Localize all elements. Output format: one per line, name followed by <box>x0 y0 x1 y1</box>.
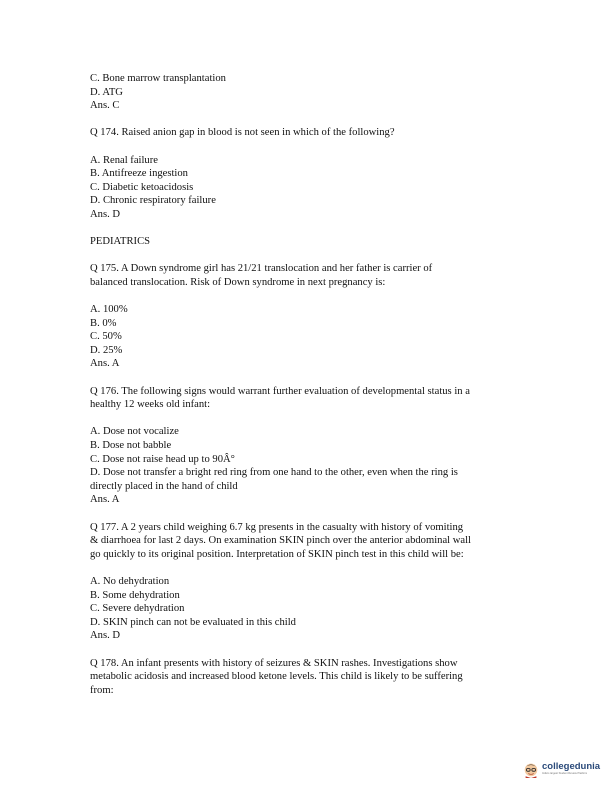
block-gap <box>90 371 530 385</box>
text-line: Q 174. Raised anion gap in blood is not seen in which of the following? <box>90 127 395 139</box>
text-line: Q 177. A 2 years child weighing 6.7 kg presents in the casualty with history of vomiting <box>90 521 464 533</box>
text-block <box>90 262 530 289</box>
text-line: Ans. A <box>90 358 120 370</box>
text-block <box>90 235 530 249</box>
text-line: A. No dehydration <box>90 575 170 587</box>
block-gap <box>90 290 530 304</box>
text-line: balanced translocation. Risk of Down syndrome in next pregnancy is: <box>90 276 386 288</box>
text-line: D. Dose not transfer a bright red ring from one hand to the other, even when the ring is <box>90 467 458 479</box>
text-line: PEDIATRICS <box>90 236 151 248</box>
text-block <box>90 303 530 371</box>
text-line: Q 178. An infant presents with history of seizures & SKIN rashes. Investigations show <box>90 657 458 669</box>
block-gap <box>90 561 530 575</box>
text-line: D. SKIN pinch can not be evaluated in this child <box>90 616 296 628</box>
text-block <box>90 126 530 140</box>
text-line: B. Some dehydration <box>90 589 180 601</box>
text-block <box>90 72 530 113</box>
text-line: B. Dose not babble <box>90 440 172 452</box>
logo-tagline: India's largest Student Review Platform <box>542 772 588 775</box>
block-gap <box>90 140 530 154</box>
logo-name: collegedunia <box>542 761 601 772</box>
text-line: Ans. C <box>90 100 120 112</box>
text-block <box>90 657 530 698</box>
text-block <box>90 154 530 222</box>
text-line: C. Diabetic ketoacidosis <box>90 181 194 193</box>
block-gap <box>90 222 530 236</box>
text-line: D. Chronic respiratory failure <box>90 195 216 207</box>
text-line: D. ATG <box>90 86 123 98</box>
text-line: C. Severe dehydration <box>90 603 185 615</box>
text-line: B. 0% <box>90 317 117 329</box>
block-gap <box>90 507 530 521</box>
text-line: Q 175. A Down syndrome girl has 21/21 translocation and her father is carrier of <box>90 263 433 275</box>
text-line: A. Dose not vocalize <box>90 426 179 438</box>
text-line: A. 100% <box>90 304 128 316</box>
text-line: directly placed in the hand of child <box>90 480 238 492</box>
text-line: Ans. A <box>90 494 120 506</box>
text-line: healthy 12 weeks old infant: <box>90 399 211 411</box>
text-line: go quickly to its original position. Interpretation of SKIN pinch test in this child will be: <box>90 548 464 560</box>
text-block <box>90 425 530 507</box>
text-line: C. 50% <box>90 331 122 343</box>
block-gap <box>90 113 530 127</box>
text-line: A. Renal failure <box>90 154 158 166</box>
student-mascot-icon <box>522 760 540 778</box>
text-block <box>90 385 530 412</box>
text-line: C. Dose not raise head up to 90Â° <box>90 453 235 465</box>
text-line: Ans. D <box>90 208 121 220</box>
document-page <box>90 72 530 697</box>
text-line: C. Bone marrow transplantation <box>90 73 226 84</box>
text-line: from: <box>90 684 114 696</box>
block-gap <box>90 643 530 657</box>
collegedunia-logo[interactable] <box>522 760 600 778</box>
text-block <box>90 521 530 562</box>
text-line: B. Antifreeze ingestion <box>90 168 188 180</box>
text-line: metabolic acidosis and increased blood ketone levels. This child is likely to be suffering <box>90 671 463 683</box>
text-block <box>90 575 530 643</box>
text-line: & diarrhoea for last 2 days. On examination SKIN pinch over the anterior abdominal wall <box>90 535 471 547</box>
text-line: Q 176. The following signs would warrant further evaluation of developmental status in a <box>90 385 470 397</box>
text-line: D. 25% <box>90 344 123 356</box>
block-gap <box>90 412 530 426</box>
text-line: Ans. D <box>90 630 121 642</box>
block-gap <box>90 249 530 263</box>
